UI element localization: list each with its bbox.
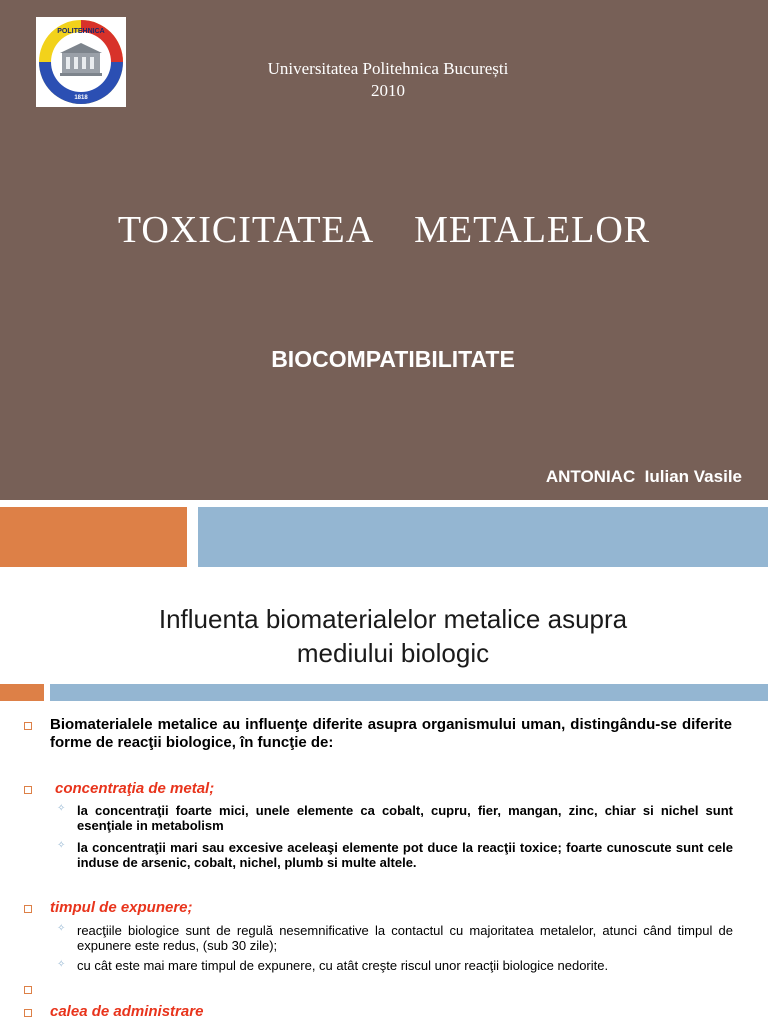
square-bullet-icon — [24, 986, 32, 994]
diamond-bullet-icon: ✧ — [57, 803, 66, 814]
intro-paragraph: Biomaterialele metalice au influenţe diferite asupra organismului uman, distingându-se diferite forme de reacţii biologice, în funcţie de: — [50, 716, 732, 751]
diamond-bullet-icon: ✧ — [57, 840, 66, 851]
section-heading-administration: calea de administrare — [50, 1003, 204, 1020]
presentation-subtitle: BIOCOMPATIBILITATE — [271, 346, 515, 372]
university-logo — [36, 17, 126, 107]
university-name: Universitatea Politehnica București — [267, 59, 509, 78]
title-slide — [0, 0, 768, 500]
slide2-title-line1: Influenta biomaterialelor metalice asupra — [158, 604, 628, 634]
university-heading — [200, 58, 576, 102]
slide2-title-line2: mediului biologic — [296, 638, 490, 668]
svg-text:POLITEHNICA: POLITEHNICA — [57, 28, 105, 35]
university-seal-icon — [36, 17, 126, 107]
year: 2010 — [371, 81, 405, 100]
slide2-accent-bar-blue — [50, 684, 768, 701]
accent-bar-blue — [198, 507, 768, 567]
section-heading-exposure-time: timpul de expunere; — [50, 899, 193, 916]
accent-bar-orange — [0, 507, 187, 567]
square-bullet-icon — [24, 1009, 32, 1017]
slide2-accent-bar-orange — [0, 684, 44, 701]
list-item: reacţiile biologice sunt de regulă nesemnificative la contactul cu majoritatea metalelor, atunci când timpul de expunere este redus, (sub 30 zile); — [77, 923, 733, 953]
square-bullet-icon — [24, 786, 32, 794]
diamond-bullet-icon: ✧ — [57, 923, 66, 934]
list-item: la concentraţii mari sau excesive aceleaşi elemente pot duce la reacţii toxice; foarte cunoscute sunt cele induse de arsenic, cobalt, nichel, plumb si multe altele. — [77, 840, 733, 870]
square-bullet-icon — [24, 905, 32, 913]
list-item: cu cât este mai mare timpul de expunere, cu atât creşte riscul unor reacţii biologice nedorite. — [77, 958, 609, 973]
section-heading-concentration: concentraţia de metal; — [55, 780, 215, 797]
svg-text:1818: 1818 — [74, 95, 88, 101]
presentation-title: TOXICITATEA METALELOR — [117, 209, 651, 251]
author-name: ANTONIAC Iulian Vasile — [545, 467, 742, 486]
list-item: la concentraţii foarte mici, unele elemente ca cobalt, cupru, fier, mangan, zinc, chiar si nichel sunt esenţiale in metabolism — [77, 803, 733, 833]
slide2-title — [80, 602, 706, 670]
square-bullet-icon — [24, 722, 32, 730]
diamond-bullet-icon: ✧ — [57, 959, 66, 970]
